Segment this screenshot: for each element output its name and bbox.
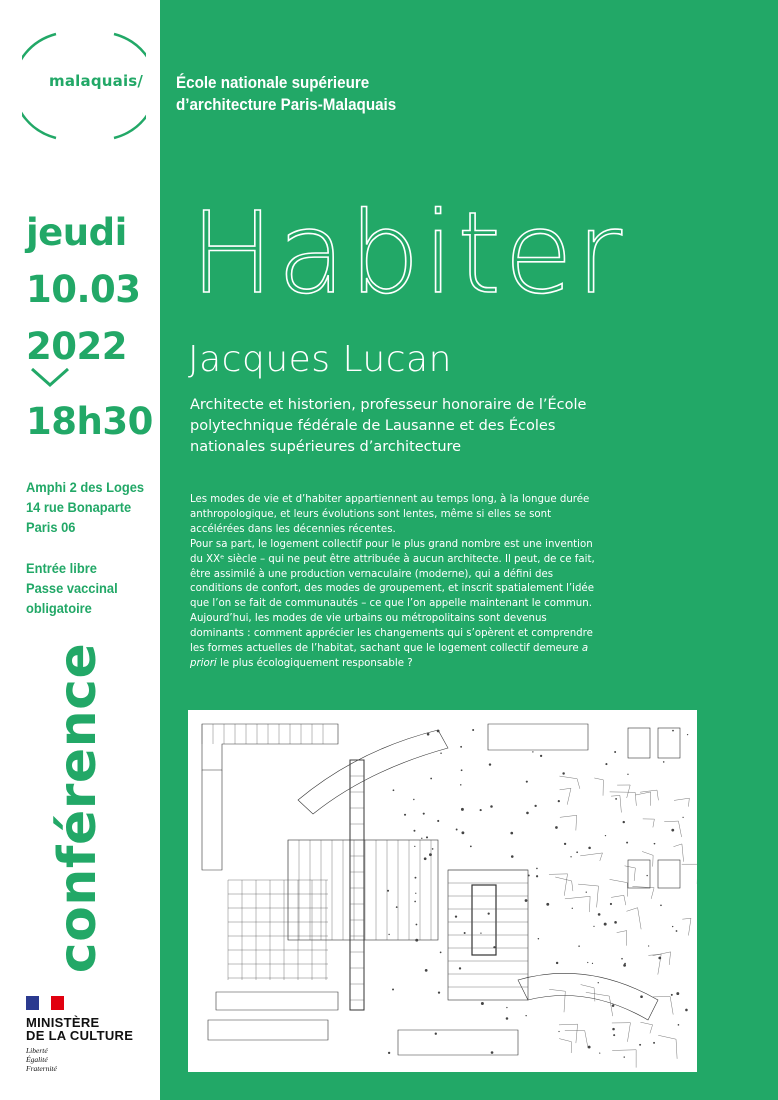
urban-plan-drawing xyxy=(188,710,697,1072)
abstract-paragraph-3-italic: a priori xyxy=(190,643,589,669)
venue xyxy=(26,477,144,537)
architectural-plan-image xyxy=(188,710,697,1072)
ministry-name-line1: MINISTÈRE xyxy=(26,1015,100,1030)
abstract-text xyxy=(190,493,600,672)
motto-fraternite: Fraternité xyxy=(26,1064,57,1073)
motto-egalite: Égalité xyxy=(26,1055,48,1064)
speaker-name: Jacques Lucan xyxy=(188,339,452,380)
access-info xyxy=(26,558,118,618)
ministry-motto xyxy=(26,1046,133,1073)
event-day: jeudi xyxy=(26,211,127,254)
school-name-line1: École nationale supérieure xyxy=(176,74,370,92)
school-name-line2: d’architecture Paris-Malaquais xyxy=(176,96,397,114)
access-line1: Entrée libre xyxy=(26,560,97,576)
abstract-paragraph-3-start: Aujourd’hui, les modes de vie urbains ou métropolitains sont devenus dominants : comment apprécier les changements qui s’opèrent et comprendre les formes actuelles de l’habitat, sachant que le logement collectif demeure xyxy=(190,613,593,655)
venue-line2: 14 rue Bonaparte xyxy=(26,499,132,515)
event-date xyxy=(26,204,141,375)
access-line3: obligatoire xyxy=(26,600,92,616)
event-type-label: conférence xyxy=(48,642,108,974)
school-name xyxy=(176,72,396,116)
ministry-name-line2: DE LA CULTURE xyxy=(26,1028,134,1043)
logo-text: malaquais/ xyxy=(49,72,144,90)
access-line2: Passe vaccinal xyxy=(26,580,118,596)
french-flag-icon xyxy=(26,996,64,1010)
event-date-day-month: 10.03 xyxy=(26,268,141,311)
motto-liberte: Liberté xyxy=(26,1046,48,1055)
event-time: 18h30 xyxy=(26,400,153,443)
malaquais-logo xyxy=(22,28,146,144)
chevron-down-icon xyxy=(30,366,70,393)
abstract-paragraph-1: Les modes de vie et d’habiter appartiennent au temps long, à la longue durée anthropologique, et leurs évolutions sont lentes, même si elles se sont accélérées dans les décennies récentes. xyxy=(190,494,590,535)
abstract-paragraph-3 xyxy=(190,612,600,672)
venue-line1: Amphi 2 des Loges xyxy=(26,479,145,495)
abstract-paragraph-3-end: le plus écologiquement responsable ? xyxy=(216,657,413,669)
event-year: 2022 xyxy=(26,325,127,368)
venue-line3: Paris 06 xyxy=(26,519,76,535)
ministry-logo xyxy=(26,996,133,1073)
abstract-paragraph-2: Pour sa part, le logement collectif pour le plus grand nombre est une invention du XXᵉ siècle – qui ne peut être attribuée à aucun architecte. Il peut, de ce fait, être assimilé à une production vernaculaire (moderne), qui a défini des conditions de confort, des modes de groupement, et inscrit spatialement l’idée que l’on se fait de communautés – ce que l’on appelle maintenant le commun. xyxy=(190,538,595,610)
ministry-name xyxy=(26,1016,133,1042)
speaker-description: Architecte et historien, professeur honoraire de l’École polytechnique fédérale de Lausanne et des Écoles nationales supérieures d’architecture xyxy=(190,397,587,455)
page-title: Habiter xyxy=(190,189,625,319)
